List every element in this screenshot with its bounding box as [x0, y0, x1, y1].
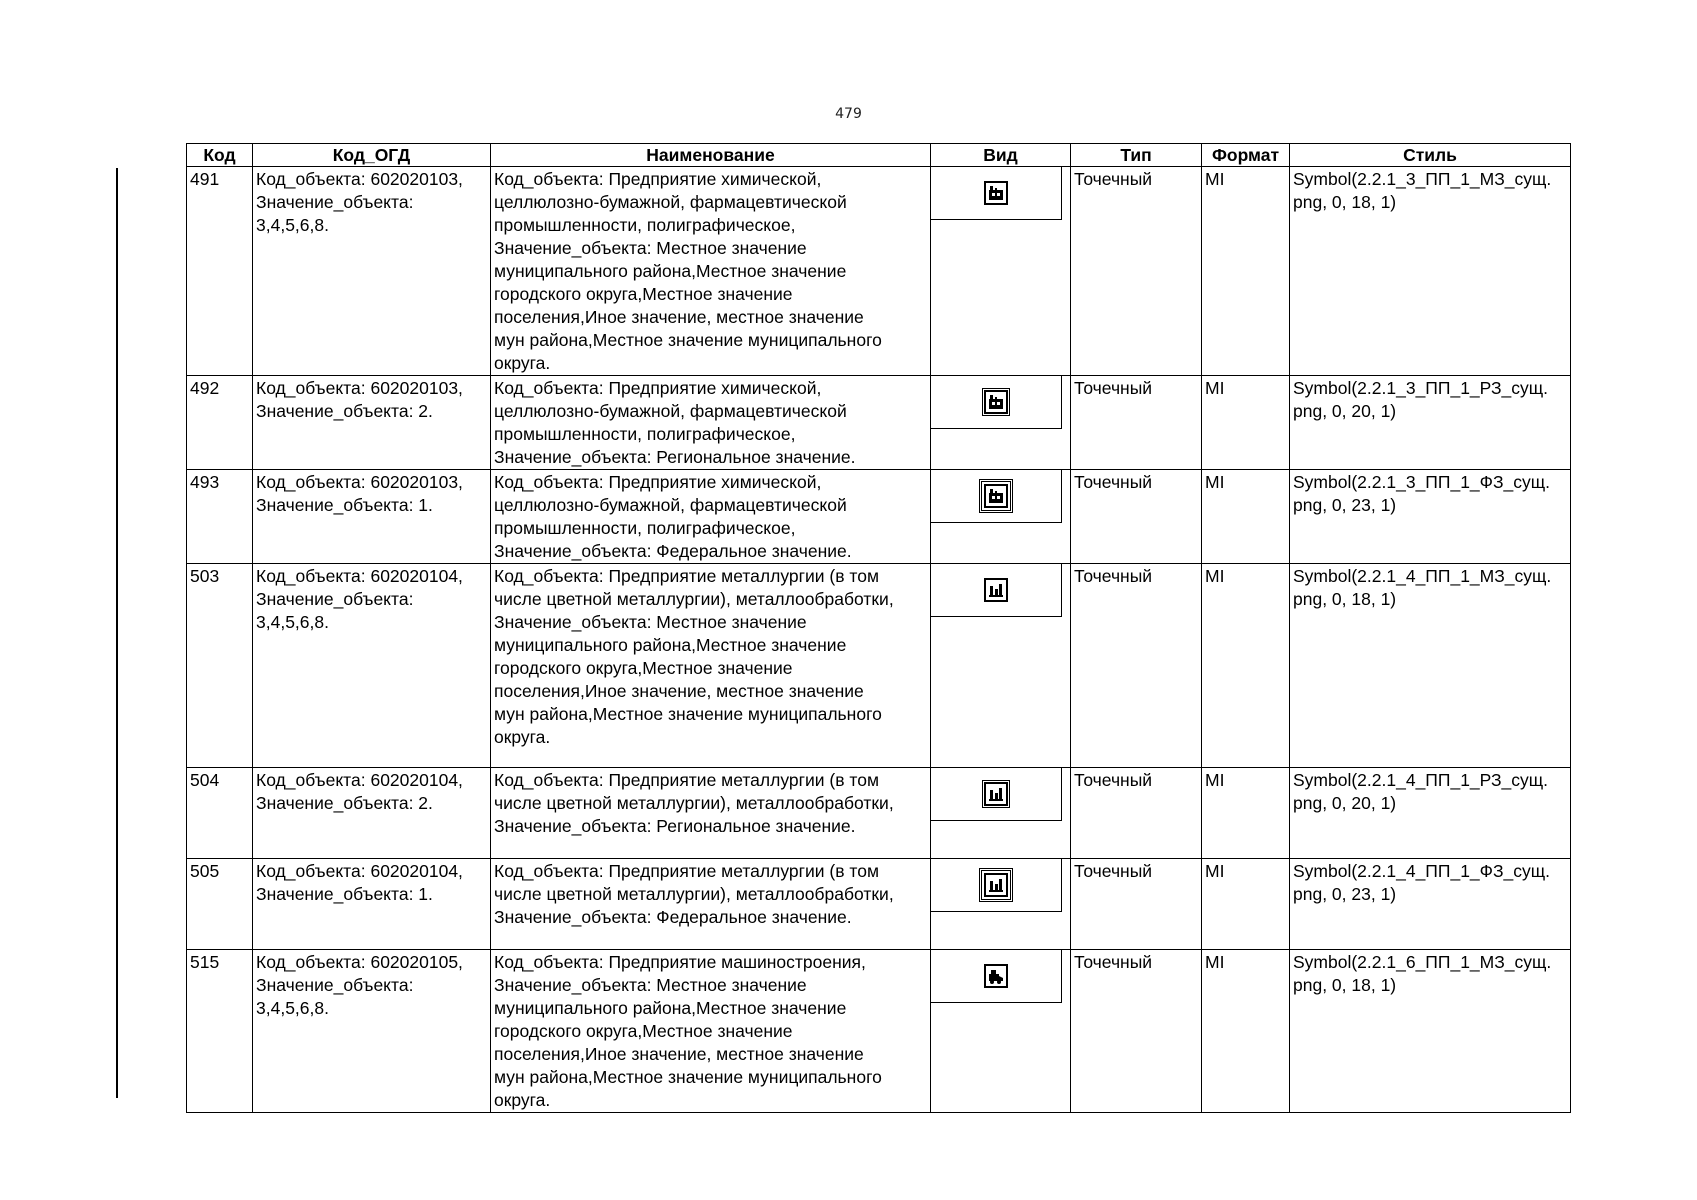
cell-code: 493 [187, 470, 253, 564]
cell-name: Код_объекта: Предприятие металлургии (в том числе цветной металлургии), металлообработки, Значение_объекта: Федеральное значение. [491, 859, 931, 950]
metallurgy-icon [984, 873, 1008, 897]
cell-style: Symbol(2.2.1_4_ПП_1_МЗ_сущ. png, 0, 18, 1) [1290, 564, 1571, 768]
table-row [187, 950, 1571, 1113]
cell-style: Symbol(2.2.1_3_ПП_1_РЗ_сущ. png, 0, 20, 1) [1290, 376, 1571, 470]
table-header-row [187, 144, 1571, 167]
cell-style: Symbol(2.2.1_4_ПП_1_РЗ_сущ. png, 0, 20, 1) [1290, 768, 1571, 859]
cell-type: Точечный [1071, 768, 1202, 859]
cell-code: 504 [187, 768, 253, 859]
factory-chemical-icon [984, 390, 1008, 414]
cell-style: Symbol(2.2.1_3_ПП_1_МЗ_сущ. png, 0, 18, 1) [1290, 167, 1571, 376]
header-code: Код [187, 144, 253, 167]
cell-view [931, 564, 1071, 768]
symbol-preview [931, 859, 1062, 912]
cell-view [931, 768, 1071, 859]
symbol-preview [931, 167, 1062, 220]
cell-view [931, 859, 1071, 950]
cell-view [931, 950, 1071, 1113]
page-number: 479 [835, 106, 862, 122]
symbol-preview [931, 564, 1062, 617]
cell-ogd: Код_объекта: 602020105, Значение_объекта: 3,4,5,6,8. [253, 950, 491, 1113]
symbol-table [186, 143, 1571, 1113]
cell-view [931, 167, 1071, 376]
header-ogd: Код_ОГД [253, 144, 491, 167]
cell-name: Код_объекта: Предприятие химической, целлюлозно-бумажной, фармацевтической промышленности, полиграфическое, Значение_объекта: Местное значение муниципального района,Местное значение городского округа,Местное значение поселения,Иное значение, местное значение мун района,Местное значение муниципального округа. [491, 167, 931, 376]
cell-code: 505 [187, 859, 253, 950]
cell-format: MI [1202, 950, 1290, 1113]
cell-style: Symbol(2.2.1_6_ПП_1_МЗ_сущ. png, 0, 18, 1) [1290, 950, 1571, 1113]
cell-format: MI [1202, 376, 1290, 470]
cell-type: Точечный [1071, 167, 1202, 376]
symbol-preview [931, 470, 1062, 523]
cell-style: Symbol(2.2.1_3_ПП_1_ФЗ_сущ. png, 0, 23, 1) [1290, 470, 1571, 564]
cell-format: MI [1202, 768, 1290, 859]
table-row [187, 470, 1571, 564]
cell-name: Код_объекта: Предприятие металлургии (в том числе цветной металлургии), металлообработки, Значение_объекта: Региональное значение. [491, 768, 931, 859]
cell-format: MI [1202, 564, 1290, 768]
cell-type: Точечный [1071, 376, 1202, 470]
cell-format: MI [1202, 167, 1290, 376]
symbol-preview [931, 950, 1062, 1003]
metallurgy-icon [984, 782, 1008, 806]
factory-chemical-icon [984, 181, 1008, 205]
header-name: Наименование [491, 144, 931, 167]
cell-type: Точечный [1071, 564, 1202, 768]
cell-type: Точечный [1071, 470, 1202, 564]
cell-format: MI [1202, 859, 1290, 950]
header-type: Тип [1071, 144, 1202, 167]
header-format: Формат [1202, 144, 1290, 167]
cell-ogd: Код_объекта: 602020104, Значение_объекта: 1. [253, 859, 491, 950]
cell-name: Код_объекта: Предприятие химической, целлюлозно-бумажной, фармацевтической промышленности, полиграфическое, Значение_объекта: Региональное значение. [491, 376, 931, 470]
symbol-preview [931, 768, 1062, 821]
cell-ogd: Код_объекта: 602020103, Значение_объекта: 2. [253, 376, 491, 470]
header-style: Стиль [1290, 144, 1571, 167]
cell-view [931, 376, 1071, 470]
factory-chemical-icon [984, 484, 1008, 508]
margin-line [116, 168, 118, 1098]
table-row [187, 859, 1571, 950]
cell-ogd: Код_объекта: 602020103, Значение_объекта: 1. [253, 470, 491, 564]
table-row [187, 768, 1571, 859]
cell-code: 491 [187, 167, 253, 376]
table-row [187, 376, 1571, 470]
cell-type: Точечный [1071, 859, 1202, 950]
cell-style: Symbol(2.2.1_4_ПП_1_ФЗ_сущ. png, 0, 23, 1) [1290, 859, 1571, 950]
cell-name: Код_объекта: Предприятие металлургии (в том числе цветной металлургии), металлообработки, Значение_объекта: Местное значение муниципального района,Местное значение городского округа,Местное значение поселения,Иное значение, местное значение мун района,Местное значение муниципального округа. [491, 564, 931, 768]
header-view: Вид [931, 144, 1071, 167]
cell-ogd: Код_объекта: 602020103, Значение_объекта: 3,4,5,6,8. [253, 167, 491, 376]
cell-name: Код_объекта: Предприятие химической, целлюлозно-бумажной, фармацевтической промышленности, полиграфическое, Значение_объекта: Федеральное значение. [491, 470, 931, 564]
cell-ogd: Код_объекта: 602020104, Значение_объекта: 2. [253, 768, 491, 859]
machine-building-icon [984, 964, 1008, 988]
cell-format: MI [1202, 470, 1290, 564]
table-row [187, 564, 1571, 768]
cell-ogd: Код_объекта: 602020104, Значение_объекта: 3,4,5,6,8. [253, 564, 491, 768]
cell-view [931, 470, 1071, 564]
symbol-preview [931, 376, 1062, 429]
table-row [187, 167, 1571, 376]
metallurgy-icon [984, 578, 1008, 602]
cell-code: 515 [187, 950, 253, 1113]
cell-code: 492 [187, 376, 253, 470]
cell-name: Код_объекта: Предприятие машиностроения, Значение_объекта: Местное значение муниципального района,Местное значение городского округа,Местное значение поселения,Иное значение, местное значение мун района,Местное значение муниципального округа. [491, 950, 931, 1113]
cell-code: 503 [187, 564, 253, 768]
cell-type: Точечный [1071, 950, 1202, 1113]
